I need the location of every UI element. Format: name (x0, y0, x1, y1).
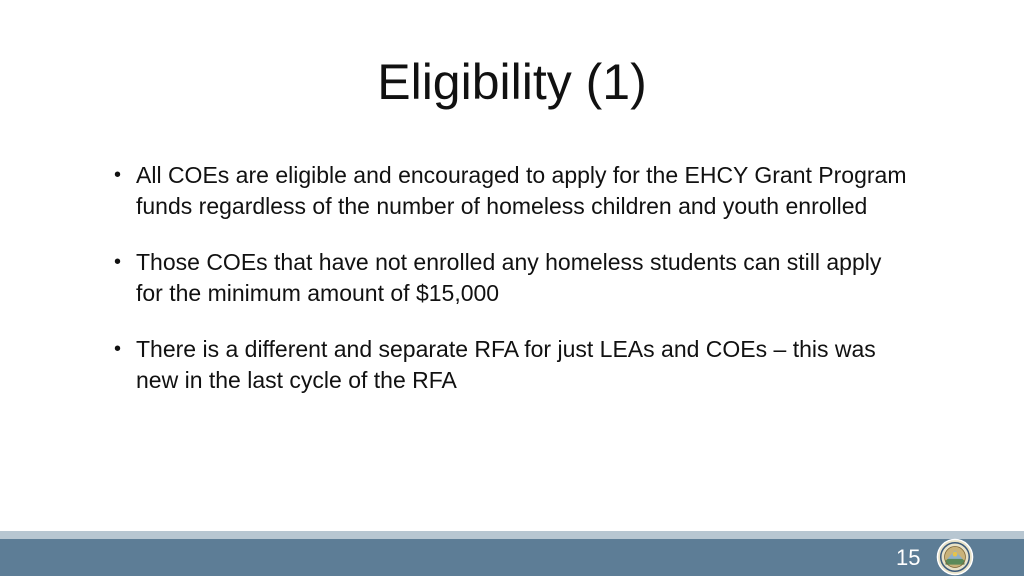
bullet-marker: • (114, 164, 122, 186)
seal-icon (936, 538, 974, 576)
bullet-item (112, 334, 912, 396)
bullet-item (112, 247, 912, 309)
bullet-text: There is a different and separate RFA for just LEAs and COEs – this was new in the last cycle of the RFA (136, 336, 876, 393)
bullet-text: Those COEs that have not enrolled any homeless students can still apply for the minimum amount of $15,000 (136, 249, 882, 306)
footer-divider (0, 531, 1024, 539)
slide-title: Eligibility (1) (377, 54, 647, 110)
footer-bar (0, 539, 1024, 576)
bullet-marker: • (114, 251, 122, 273)
bullet-list (112, 160, 912, 421)
page-number: 15 (896, 545, 921, 570)
bullet-item (112, 160, 912, 222)
bullet-marker: • (114, 338, 122, 360)
bullet-text: All COEs are eligible and encouraged to apply for the EHCY Grant Program funds regardless of the number of homeless children and youth enrolled (136, 162, 907, 219)
